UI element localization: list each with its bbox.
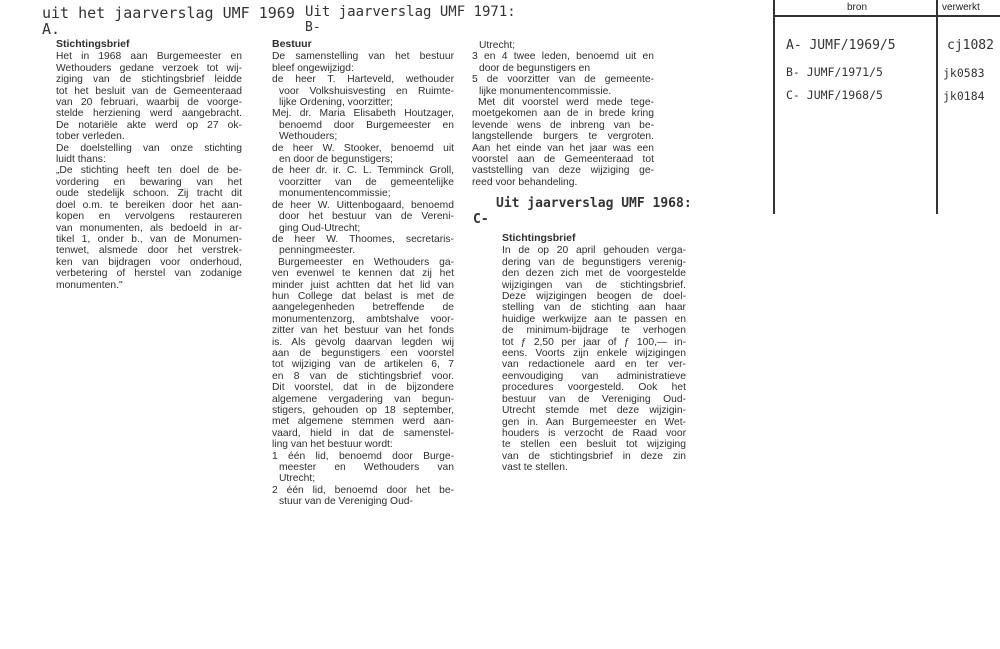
text-line: stigers, gehouden op 18 september, [272,405,454,416]
text-line: tot wijziging van de artikelen 6, 7 [272,359,454,371]
text-line: Burgemeester en Wethouders ga- [278,256,454,268]
table-row-c-verwerkt: jk0184 [943,89,985,103]
text-line: monumenten." [56,279,123,291]
text-line: bestuur van de Vereniging Oud- [502,393,686,405]
text-line: vaststelling van deze wijziging ge- [472,165,654,177]
text-line: vast te stellen. [502,462,568,474]
text-line: oude stedelijk schoon. Zij tracht dit [56,188,242,200]
text-line: en 8 van de stichtingsbrief voor. [272,370,454,382]
text-line: voorzitter van de gemeentelijke [279,176,454,188]
header-b-title: Uit jaarverslag UMF 1971: [305,4,516,20]
text-line: wijzigingen van de stichtingsbrief. [502,279,686,291]
text-line: Mej. dr. Maria Elisabeth Houtzager, [272,108,454,120]
article-a [56,39,242,291]
text-line: Utrecht stemde met deze wijzigin- [502,405,686,417]
text-line: procedures voorgesteld. Ook het [502,382,686,394]
article-b [272,39,454,508]
table-header-verwerkt: verwerkt [942,2,980,13]
text-line: tober verleden. [56,131,125,143]
text-line: de heer dr. ir. C. L. Temminck Groll, [272,165,454,177]
text-line: de heer W. Thoomes, secretaris- [272,233,454,245]
article-b-heading: Bestuur [272,38,312,50]
header-b-label: B- [305,20,321,35]
text-line: de minimum-bijdrage te verhogen [502,325,686,337]
text-line: met algemene stemmen werd aan- [272,416,454,428]
text-line: voor Volkshuisvesting en Ruimte- [279,85,454,97]
header-a-title: uit het jaarverslag UMF 1969 [42,4,295,22]
text-line: Het in 1968 aan Burgemeester en [56,51,242,63]
text-line: eenvoudiging van administratieve [502,370,686,382]
text-line: huidige werkwijze aan te passen en [502,313,686,325]
text-line: zitter van het bestuur van het fonds [272,325,454,337]
article-a-heading: Stichtingsbrief [56,38,130,50]
text-line: gen in. Aan Burgemeester en Wet- [502,416,686,428]
text-line: penningmeester. [279,245,356,257]
text-line: 2 één lid, benoemd door het be- [272,484,454,496]
text-line: 5 de voorzitter van de gemeente- [472,74,654,86]
text-line: Met dit voorstel werd mede tege- [478,97,654,109]
text-line: stelling van de stichting aan haar [502,302,686,314]
text-line: bleef ongewijzigd: [272,62,354,74]
text-line: meester en Wethouders van [279,462,454,474]
text-line: vaard, hield in dat de samenstel- [272,427,454,439]
text-line: de heer T. Harteveld, wethouder [272,74,454,86]
text-line: „De stichting heeft ten doel de be- [56,165,242,177]
text-line: tot het besluit van de Gemeenteraad [56,85,242,97]
text-line: dering van de begunstigers verenig- [502,256,686,268]
text-line: Utrecht; [479,40,516,51]
text-line: langstellende burgers te vergroten. [472,131,654,143]
text-line: voorstel aan de Gemeenteraad tot [472,154,654,166]
text-line: luidt thans: [56,154,106,166]
article-b-continued [472,40,654,188]
text-line: De samenstelling van het bestuur [272,51,454,63]
table-row-a-bron: A- JUMF/1969/5 [786,38,896,53]
article-c-heading: Stichtingsbrief [502,232,576,244]
text-line: kopen en vervolgens restaureren [56,211,242,223]
table-header-bron: bron [847,2,868,13]
text-line: minder juist achtten dat het lid van [272,279,454,291]
text-line: en door de begunstigers; [279,154,393,166]
text-line: 3 en 4 twee leden, benoemd uit en [472,51,654,63]
text-line: Deze wijzigingen beogen de doel- [502,291,686,303]
text-line: van redactionele aard en ter ver- [502,359,686,371]
text-line: moetgekomen aan de in brede kring [472,108,654,120]
text-line: ven evenwel te kennen dat zij het [272,268,454,280]
text-line: van 20 februari, waarbij de voorge- [56,97,242,109]
text-line: ken van bijdragen voor onderhoud, [56,256,242,268]
table-column-divider [936,0,938,214]
text-line: Utrecht; [279,473,316,485]
source-table [773,0,1000,214]
text-line: houders is verzocht de Raad voor [502,427,686,439]
text-line: de heer W. Uittenbogaard, benoemd [272,199,454,211]
text-line: den dezen zich met de voorgestelde [502,268,686,280]
text-line: tikel 1, onder b., van de Monumen- [56,233,242,245]
text-line: tot ƒ 2,50 per jaar of ƒ 100,— in- [502,336,686,348]
text-line: doel o.m. te bereiken door het aan- [56,199,242,211]
text-line: hun College dat belast is met de [272,290,454,302]
text-line: vordering en bewaring van het [56,176,242,188]
text-line: reed voor behandeling. [472,176,578,188]
text-line: ging Oud-Utrecht; [279,222,361,234]
text-line: de heer W. Stooker, benoemd uit [272,142,454,154]
text-line: ling van het bestuur wordt: [272,439,393,451]
text-line: ziging van de stichtingsbrief leidde [56,74,242,86]
text-line: Aan het einde van het jaar was een [472,142,654,154]
header-c-label: C- [473,212,489,227]
table-left-border [773,0,775,214]
text-line: De doelstelling van onze stichting [56,142,242,154]
table-row-a-verwerkt: cj1082 [947,38,994,53]
text-line: Wethouders; [279,131,338,143]
text-line: aangelegenheden betreffende de [272,302,454,314]
text-line: te stellen een besluit tot wijziging [502,439,686,451]
text-line: levende wens de inbreng van be- [472,119,654,131]
text-line: is. Als gevolg daarvan legden wij [272,336,454,348]
article-c [502,233,686,474]
text-line: monumentencommissie; [279,188,391,200]
table-header-divider [773,15,1000,17]
table-row-c-bron: C- JUMF/1968/5 [786,88,883,102]
text-line: van de stichtingsbrief in deze zin [502,450,686,462]
text-line: van monumenten, als bedoeld in ar- [56,222,242,234]
header-c-title: Uit jaarverslag UMF 1968: [496,196,692,211]
text-line: stelde herziening werd aangebracht. [56,108,242,120]
text-line: aan de begunstigers een voorstel [272,347,454,359]
text-line: stuur van de Vereniging Oud- [279,496,413,508]
text-line: door de begunstigers en [479,62,591,74]
text-line: lijke monumentencommissie. [479,85,612,97]
text-line: 1 één lid, benoemd door Burge- [272,450,454,462]
text-line: In de op 20 april gehouden verga- [502,245,686,257]
text-line: lijke Ordening, voorzitter; [279,97,393,109]
text-line: verbetering of herstel van zodanige [56,268,242,280]
text-line: tenwet, alsmede door het verstrek- [56,245,242,257]
text-line: algemene vergadering van begun- [272,393,454,405]
text-line: door het bestuur van de Vereni- [279,211,454,223]
table-row-b-bron: B- JUMF/1971/5 [786,65,883,79]
table-row-b-verwerkt: jk0583 [943,66,985,80]
text-line: De notariële akte werd op 27 ok- [56,119,242,131]
text-line: benoemd door Burgemeester en [279,119,454,131]
text-line: Dit voorstel, dat in de bijzondere [272,382,454,394]
text-line: eens. Voorts zijn enkele wijzigingen [502,348,686,360]
text-line: Wethouders gedane verzoek tot wij- [56,62,242,74]
header-a-label: A. [42,20,61,38]
text-line: monumentenzorg, ambtshalve voor- [272,313,454,325]
